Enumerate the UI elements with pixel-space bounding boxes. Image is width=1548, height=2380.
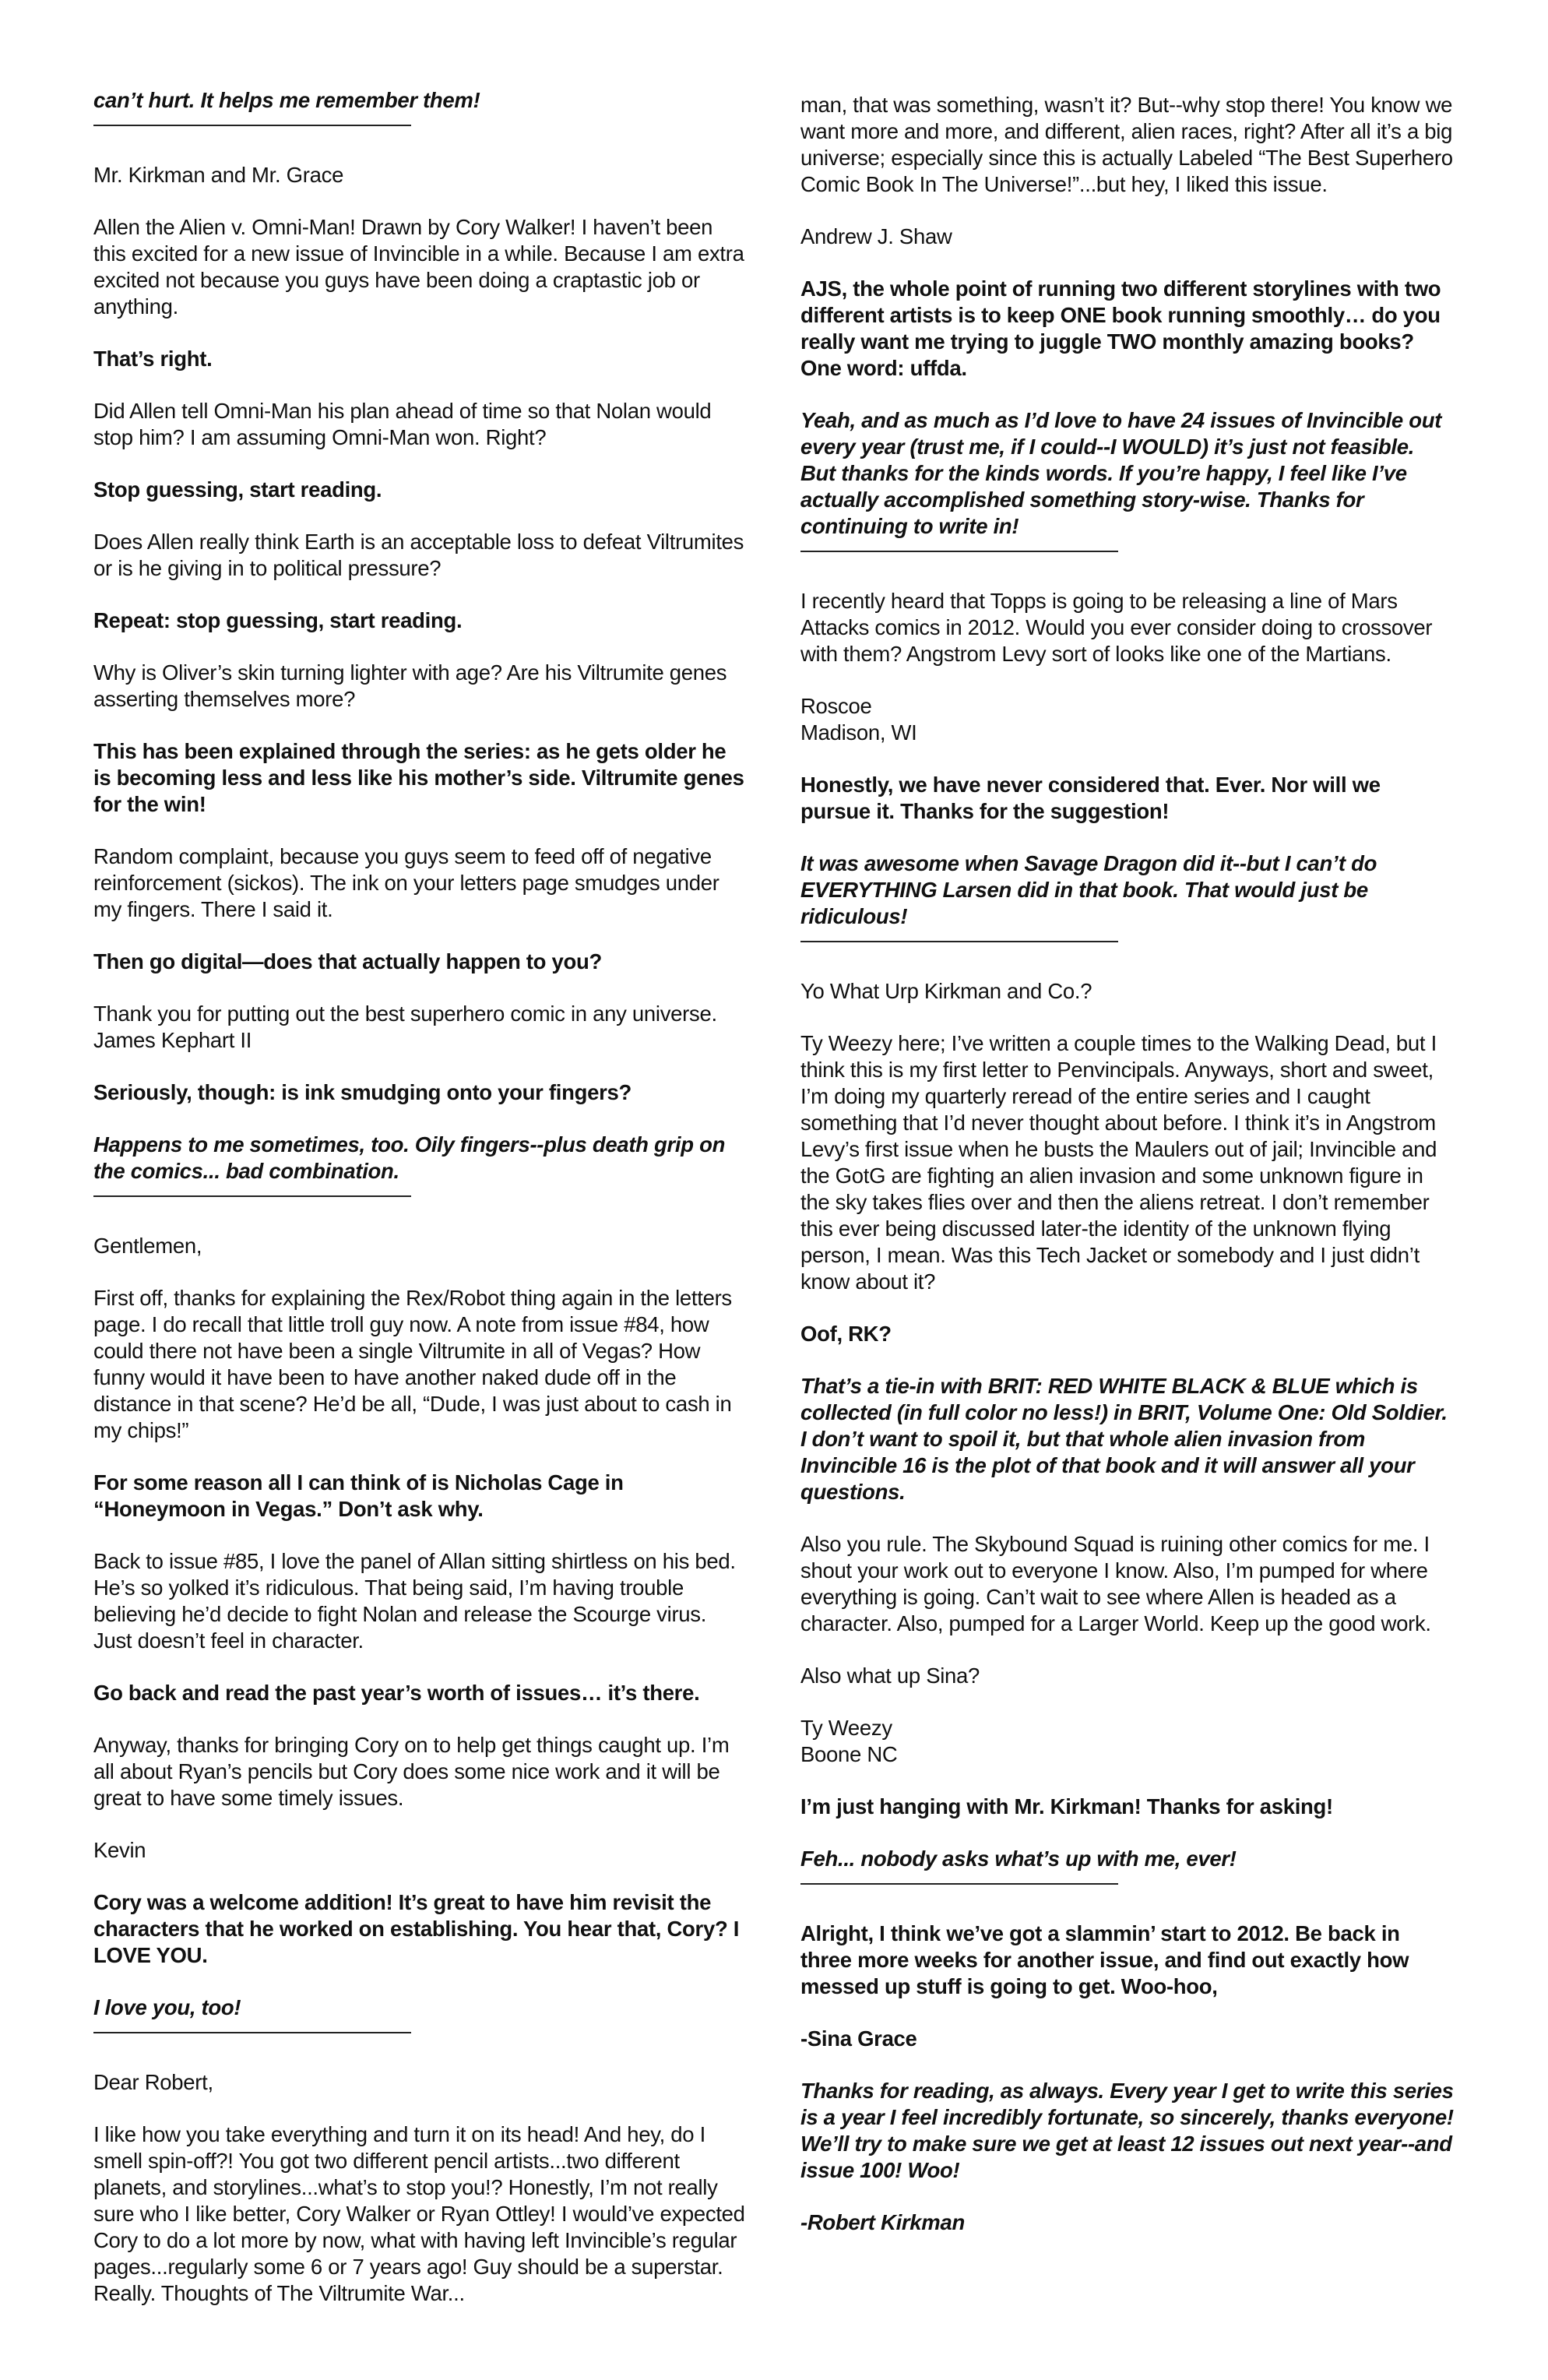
letter-paragraph: Why is Oliver’s skin turning lighter with age? Are his Viltrumite genes asserting themselves more?: [93, 660, 727, 711]
letter-paragraph: Random complaint, because you guys seem to feed off of negative reinforcement (sickos). The ink on your letters page smudges under my fingers. There I said it.: [93, 844, 719, 921]
letter-separator: [800, 1883, 1118, 1885]
letter-separator: [800, 941, 1118, 942]
editor-reply-italic: Yeah, and as much as I’d love to have 24 issues of Invincible out every year (trust me, if I could--I WOULD) it’s just not feasible. But thanks for the kinds words. If you’re happy, I feel like I’ve actually accomplished something story-wise. Thanks for continuing to write in!: [800, 408, 1442, 538]
editor-reply: -Sina Grace: [800, 2026, 917, 2051]
editor-reply: For some reason all I can think of is Nicholas Cage in “Honeymoon in Vegas.” Don’t ask why.: [93, 1470, 624, 1521]
letter-paragraph: Gentlemen,: [93, 1234, 202, 1258]
letter-paragraph: Dear Robert,: [93, 2070, 213, 2094]
letter-paragraph: Also you rule. The Skybound Squad is ruining other comics for me. I shout your work out to everyone I know. Also, I’m pumped for where everything is going. Can’t wait to see where Allen is headed as a character. Also, pumped for a Larger World. Keep up the good work.: [800, 1532, 1431, 1635]
editor-reply: Oof, RK?: [800, 1322, 892, 1346]
right-column: [800, 92, 1455, 2262]
letter-paragraph: man, that was something, wasn’t it? But--why stop there! You know we want more and more, and different, alien races, right? After all it’s a big universe; especially since this is actually Labeled “The Best Superhero Comic Book In The Universe!”...but hey, I liked this issue.: [800, 93, 1453, 196]
editor-reply: Honestly, we have never considered that. Ever. Nor will we pursue it. Thanks for the suggestion!: [800, 773, 1381, 823]
letter-paragraph: Mr. Kirkman and Mr. Grace: [93, 163, 344, 187]
letter-paragraph: First off, thanks for explaining the Rex/Robot thing again in the letters page. I do recall that little troll guy now. A note from issue #84, how could there not have been a single Viltrumite in all of Vegas? How funny would it have been to have another naked dude off in the distance in that scene? He’d be all, “Dude, I was just about to cash in my chips!”: [93, 1286, 732, 1442]
letter-paragraph: Anyway, thanks for bringing Cory on to help get things caught up. I’m all about Ryan’s pencils but Cory does some nice work and it will be great to have some timely issues.: [93, 1733, 730, 1810]
letter-paragraph: Also what up Sina?: [800, 1664, 980, 1688]
letter-paragraph: I recently heard that Topps is going to be releasing a line of Mars Attacks comics in 2012. Would you ever consider doing to crossover with them? Angstrom Levy sort of looks like one of the Martians.: [800, 589, 1433, 666]
letter-separator: [93, 125, 411, 126]
letter-paragraph: I like how you take everything and turn it on its head! And hey, do I smell spin-off?! You got two different pencil artists...two different planets, and storylines...what’s to stop you!? Honestly, I’m not really sure who I like better, Cory Walker or Ryan Ottley! I would’ve expected Cory to do a lot more by now, what with having left Invincible’s regular pages...regularly some 6 or 7 years ago! Guy should be a superstar. Really. Thoughts of The Viltrumite War...: [93, 2122, 745, 2305]
editor-reply-italic: Thanks for reading, as always. Every year I get to write this series is a year I feel incredibly fortunate, so sincerely, thanks everyone! We’ll try to make sure we get at least 12 issues out next year--and issue 100! Woo!: [800, 2079, 1454, 2182]
letter-separator: [93, 1195, 411, 1197]
letter-paragraph: Back to issue #85, I love the panel of Allan sitting shirtless on his bed. He’s so yolked it’s ridiculous. That being said, I’m having trouble believing he’d decide to fight Nolan and release the Scourge virus. Just doesn’t feel in character.: [93, 1549, 736, 1653]
letter-paragraph: Andrew J. Shaw: [800, 224, 952, 248]
letter-separator: [800, 551, 1118, 552]
editor-reply-italic: can’t hurt. It helps me remember them!: [93, 88, 480, 112]
editor-reply-italic: Happens to me sometimes, too. Oily fingers--plus death grip on the comics... bad combination.: [93, 1132, 726, 1183]
editor-reply-italic: Feh... nobody asks what’s up with me, ever!: [800, 1847, 1237, 1871]
letter-paragraph: Kevin: [93, 1838, 146, 1862]
letter-paragraph: Thank you for putting out the best superhero comic in any universe. James Kephart II: [93, 1002, 717, 1052]
letter-paragraph: Ty Weezy Boone NC: [800, 1716, 898, 1766]
editor-reply: I’m just hanging with Mr. Kirkman! Thanks for asking!: [800, 1794, 1333, 1818]
editor-reply: AJS, the whole point of running two different storylines with two different artists is to keep ONE book running smoothly… do you really want me trying to juggle TWO monthly amazing books? One word: uffda.: [800, 276, 1441, 380]
editor-reply-italic: That’s a tie-in with BRIT: RED WHITE BLACK & BLUE which is collected (in full color no less!) in BRIT, Volume One: Old Soldier. I don’t want to spoil it, but that whole alien invasion from Invincible 16 is the plot of that book and it will answer all your questions.: [800, 1374, 1448, 1504]
editor-reply: Seriously, though: is ink smudging onto your fingers?: [93, 1080, 632, 1104]
editor-reply-italic: -Robert Kirkman: [800, 2210, 965, 2234]
editor-reply: That’s right.: [93, 347, 213, 371]
letter-paragraph: Roscoe Madison, WI: [800, 694, 917, 745]
editor-reply: Stop guessing, start reading.: [93, 477, 382, 502]
editor-reply: Alright, I think we’ve got a slammin’ start to 2012. Be back in three more weeks for another issue, and find out exactly how messed up stuff is going to get. Woo-hoo,: [800, 1921, 1409, 1998]
editor-reply: Go back and read the past year’s worth of issues… it’s there.: [93, 1681, 700, 1705]
letter-paragraph: Yo What Urp Kirkman and Co.?: [800, 979, 1092, 1003]
letter-paragraph: Allen the Alien v. Omni-Man! Drawn by Cory Walker! I haven’t been this excited for a new issue of Invincible in a while. Because I am extra excited not because you guys have been doing a craptastic job or anything.: [93, 215, 744, 319]
editor-reply: Cory was a welcome addition! It’s great to have him revisit the characters that he worked on establishing. You hear that, Cory? I LOVE YOU.: [93, 1890, 740, 1967]
editor-reply-italic: I love you, too!: [93, 1995, 241, 2019]
letter-paragraph: Does Allen really think Earth is an acceptable loss to defeat Viltrumites or is he giving in to political pressure?: [93, 530, 744, 580]
letter-separator: [93, 2032, 411, 2033]
editor-reply: Repeat: stop guessing, start reading.: [93, 608, 463, 632]
editor-reply: Then go digital—does that actually happen to you?: [93, 949, 602, 973]
letter-paragraph: Ty Weezy here; I’ve written a couple times to the Walking Dead, but I think this is my first letter to Penvincipals. Anyways, short and sweet, I’m doing my quarterly reread of the entire series and I caught something that I’d never thought about before. I think it’s in Angstrom Levy’s first issue when he busts the Maulers out of jail; Invincible and the GotG are fighting an alien invasion and some unknown figure in the sky takes flies over and then the aliens retreat. I don’t remember this ever being discussed later-the identity of the unknown flying person, I mean. Was this Tech Jacket or somebody and I just didn’t know about it?: [800, 1031, 1437, 1294]
editor-reply-italic: It was awesome when Savage Dragon did it--but I can’t do EVERYTHING Larsen did in that book. That would just be ridiculous!: [800, 851, 1377, 928]
letter-paragraph: Did Allen tell Omni-Man his plan ahead of time so that Nolan would stop him? I am assuming Omni-Man won. Right?: [93, 399, 712, 449]
left-column: [93, 87, 748, 2332]
editor-reply: This has been explained through the series: as he gets older he is becoming less and less like his mother’s side. Viltrumite genes for the win!: [93, 739, 744, 816]
